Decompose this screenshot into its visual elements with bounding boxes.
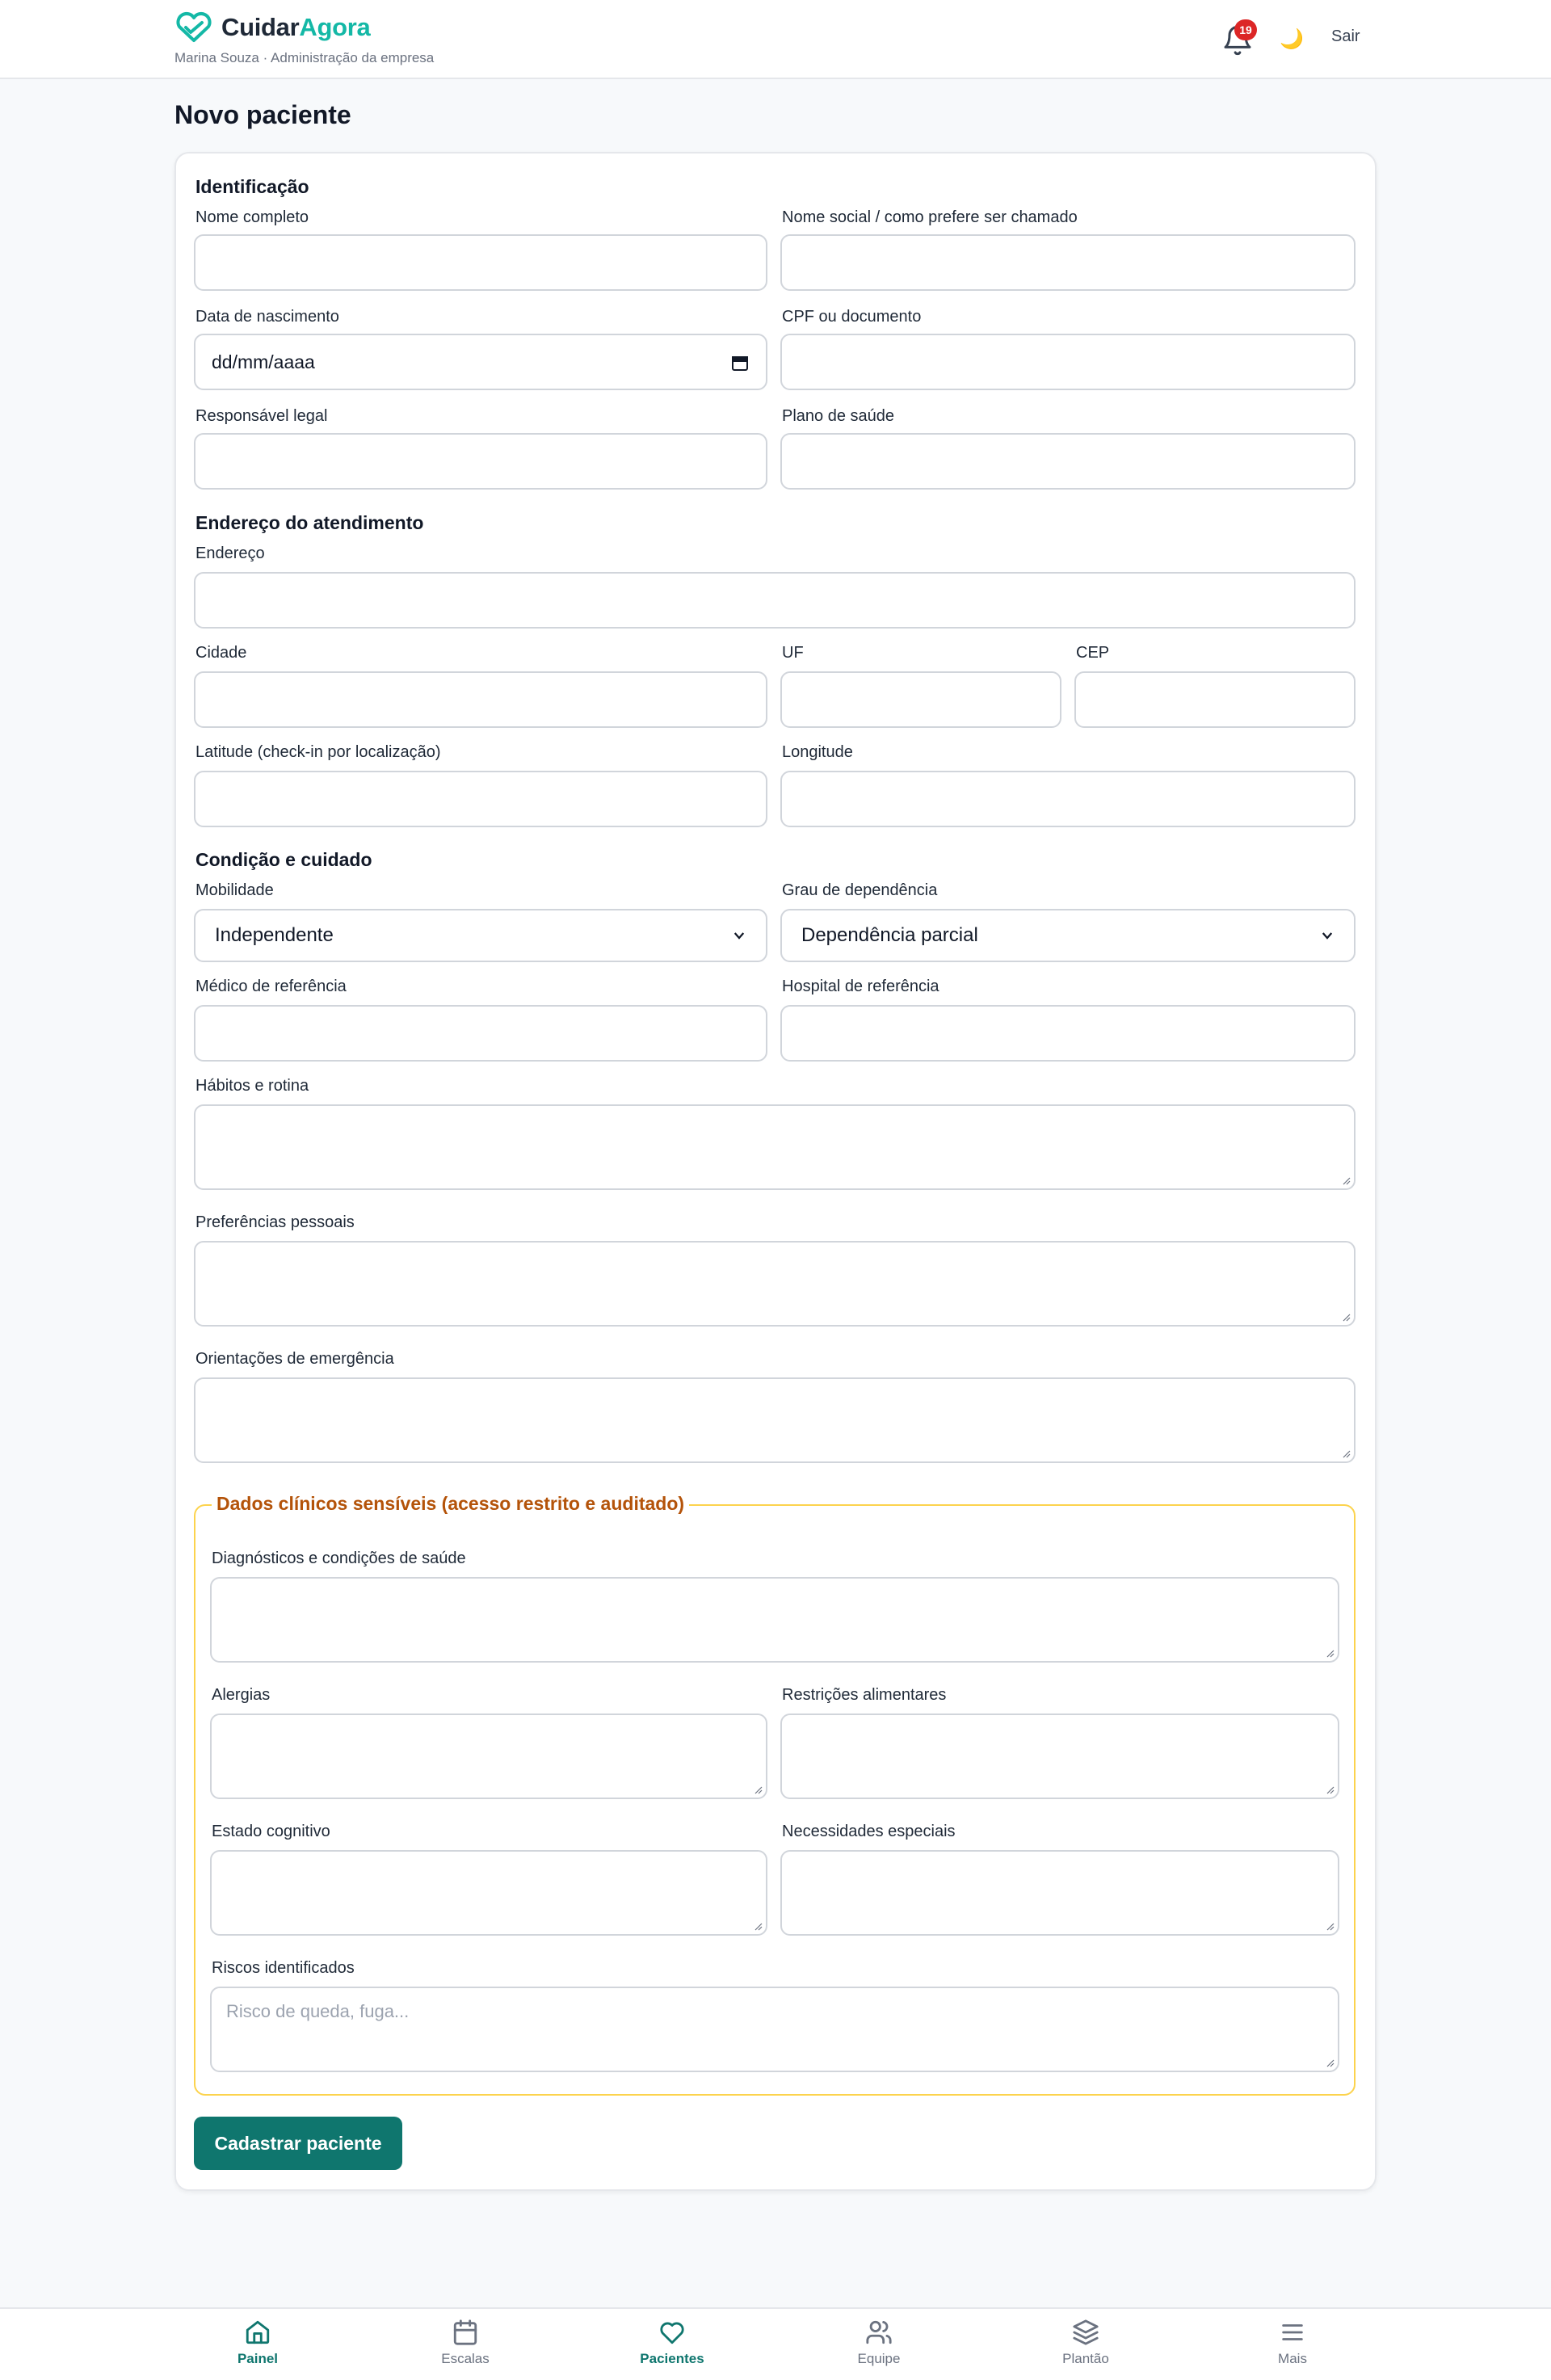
calendar-icon [452, 2319, 479, 2346]
label-endereco: Endereço [195, 545, 265, 562]
label-longitude: Longitude [782, 743, 853, 761]
moon-icon[interactable]: 🌙 [1280, 28, 1304, 50]
nav-label: Mais [1278, 2351, 1307, 2366]
dependencia-select[interactable] [780, 909, 1356, 962]
label-riscos: Riscos identificados [212, 1959, 355, 1977]
label-nome-completo: Nome completo [195, 208, 309, 226]
resize-handle-icon[interactable] [1325, 1921, 1335, 1931]
necessidades-textarea[interactable] [780, 1850, 1339, 1936]
label-medico: Médico de referência [195, 978, 347, 995]
label-hospital: Hospital de referência [782, 978, 939, 995]
layers-icon [1072, 2319, 1099, 2346]
heart-logo-icon [174, 11, 213, 44]
calendar-picker-icon[interactable] [730, 353, 750, 372]
resize-handle-icon[interactable] [1325, 2058, 1335, 2067]
nav-item-mais[interactable] [1228, 2319, 1357, 2377]
nome-social-input[interactable] [780, 234, 1356, 291]
label-necessidades: Necessidades especiais [782, 1823, 956, 1840]
habitos-textarea[interactable] [194, 1104, 1356, 1190]
chevron-down-icon [1320, 928, 1335, 943]
cidade-input[interactable] [194, 671, 767, 728]
cognitivo-textarea[interactable] [210, 1850, 767, 1936]
label-cidade: Cidade [195, 644, 247, 662]
emergencia-textarea[interactable] [194, 1377, 1356, 1463]
riscos-textarea[interactable] [210, 1987, 1339, 2072]
label-latitude: Latitude (check-in por localização) [195, 743, 441, 761]
data-nascimento-input[interactable] [194, 334, 767, 390]
label-uf: UF [782, 644, 804, 662]
date-placeholder: dd/mm/aaaa [212, 351, 315, 372]
resize-handle-icon[interactable] [1341, 1449, 1351, 1458]
brand[interactable] [174, 11, 370, 44]
section-title-condicao: Condição e cuidado [195, 849, 372, 870]
label-responsavel: Responsável legal [195, 407, 328, 425]
label-alergias: Alergias [212, 1686, 271, 1704]
resize-handle-icon[interactable] [1341, 1312, 1351, 1322]
nav-item-plantao[interactable] [1021, 2319, 1150, 2377]
menu-icon [1279, 2319, 1306, 2346]
nav-label: Pacientes [640, 2351, 704, 2366]
mobilidade-select[interactable] [194, 909, 767, 962]
bottom-nav [0, 2307, 1551, 2380]
responsavel-input[interactable] [194, 433, 767, 490]
label-habitos: Hábitos e rotina [195, 1077, 309, 1095]
resize-handle-icon[interactable] [753, 1921, 763, 1931]
label-mobilidade: Mobilidade [195, 881, 274, 899]
alergias-textarea[interactable] [210, 1714, 767, 1799]
label-plano: Plano de saúde [782, 407, 895, 425]
restricoes-textarea[interactable] [780, 1714, 1339, 1799]
notification-badge: 19 [1234, 19, 1257, 40]
plano-saude-input[interactable] [780, 433, 1356, 490]
label-emergencia: Orientações de emergência [195, 1350, 394, 1368]
nav-item-equipe[interactable] [814, 2319, 944, 2377]
riscos-placeholder: Risco de queda, fuga... [226, 2001, 410, 2021]
medico-input[interactable] [194, 1005, 767, 1062]
section-title-identificacao: Identificação [195, 176, 309, 197]
resize-handle-icon[interactable] [753, 1785, 763, 1794]
users-icon [865, 2319, 893, 2346]
latitude-input[interactable] [194, 771, 767, 827]
nav-item-painel[interactable] [193, 2319, 322, 2377]
resize-handle-icon[interactable] [1325, 1648, 1335, 1658]
heart-icon [658, 2319, 686, 2346]
sensitive-data-legend: Dados clínicos sensíveis (acesso restrito e auditado) [212, 1493, 689, 1515]
user-role-line: Marina Souza · Administração da empresa [174, 50, 435, 65]
label-cognitivo: Estado cognitivo [212, 1823, 330, 1840]
nav-item-escalas[interactable] [401, 2319, 530, 2377]
logout-button[interactable]: Sair [1331, 27, 1360, 45]
mobilidade-selected-value: Independente [215, 924, 334, 946]
label-cep: CEP [1076, 644, 1110, 662]
chevron-down-icon [732, 928, 746, 943]
uf-input[interactable] [780, 671, 1061, 728]
label-preferencias: Preferências pessoais [195, 1213, 355, 1231]
label-dependencia: Grau de dependência [782, 881, 938, 899]
cep-input[interactable] [1074, 671, 1356, 728]
label-nome-social: Nome social / como prefere ser chamado [782, 208, 1078, 226]
nav-label: Escalas [441, 2351, 490, 2366]
nav-item-pacientes[interactable] [607, 2319, 737, 2377]
longitude-input[interactable] [780, 771, 1356, 827]
resize-handle-icon[interactable] [1325, 1785, 1335, 1794]
cpf-input[interactable] [780, 334, 1356, 390]
label-restricoes: Restrições alimentares [782, 1686, 947, 1704]
page-title: Novo paciente [174, 100, 351, 129]
nav-label: Plantão [1062, 2351, 1109, 2366]
preferencias-textarea[interactable] [194, 1241, 1356, 1327]
brand-name: CuidarAgora [221, 13, 371, 41]
nav-label: Equipe [857, 2351, 901, 2366]
nav-label: Painel [237, 2351, 279, 2366]
label-cpf: CPF ou documento [782, 308, 922, 326]
diagnosticos-textarea[interactable] [210, 1577, 1339, 1663]
cadastrar-paciente-button[interactable]: Cadastrar paciente [194, 2117, 402, 2170]
hospital-input[interactable] [780, 1005, 1356, 1062]
section-title-endereco: Endereço do atendimento [195, 512, 424, 533]
nome-completo-input[interactable] [194, 234, 767, 291]
label-data-nascimento: Data de nascimento [195, 308, 339, 326]
dependencia-selected-value: Dependência parcial [801, 924, 978, 946]
home-icon [244, 2319, 271, 2346]
endereco-input[interactable] [194, 572, 1356, 629]
top-bar [0, 0, 1551, 79]
resize-handle-icon[interactable] [1341, 1175, 1351, 1185]
label-diagnosticos: Diagnósticos e condições de saúde [212, 1550, 466, 1567]
